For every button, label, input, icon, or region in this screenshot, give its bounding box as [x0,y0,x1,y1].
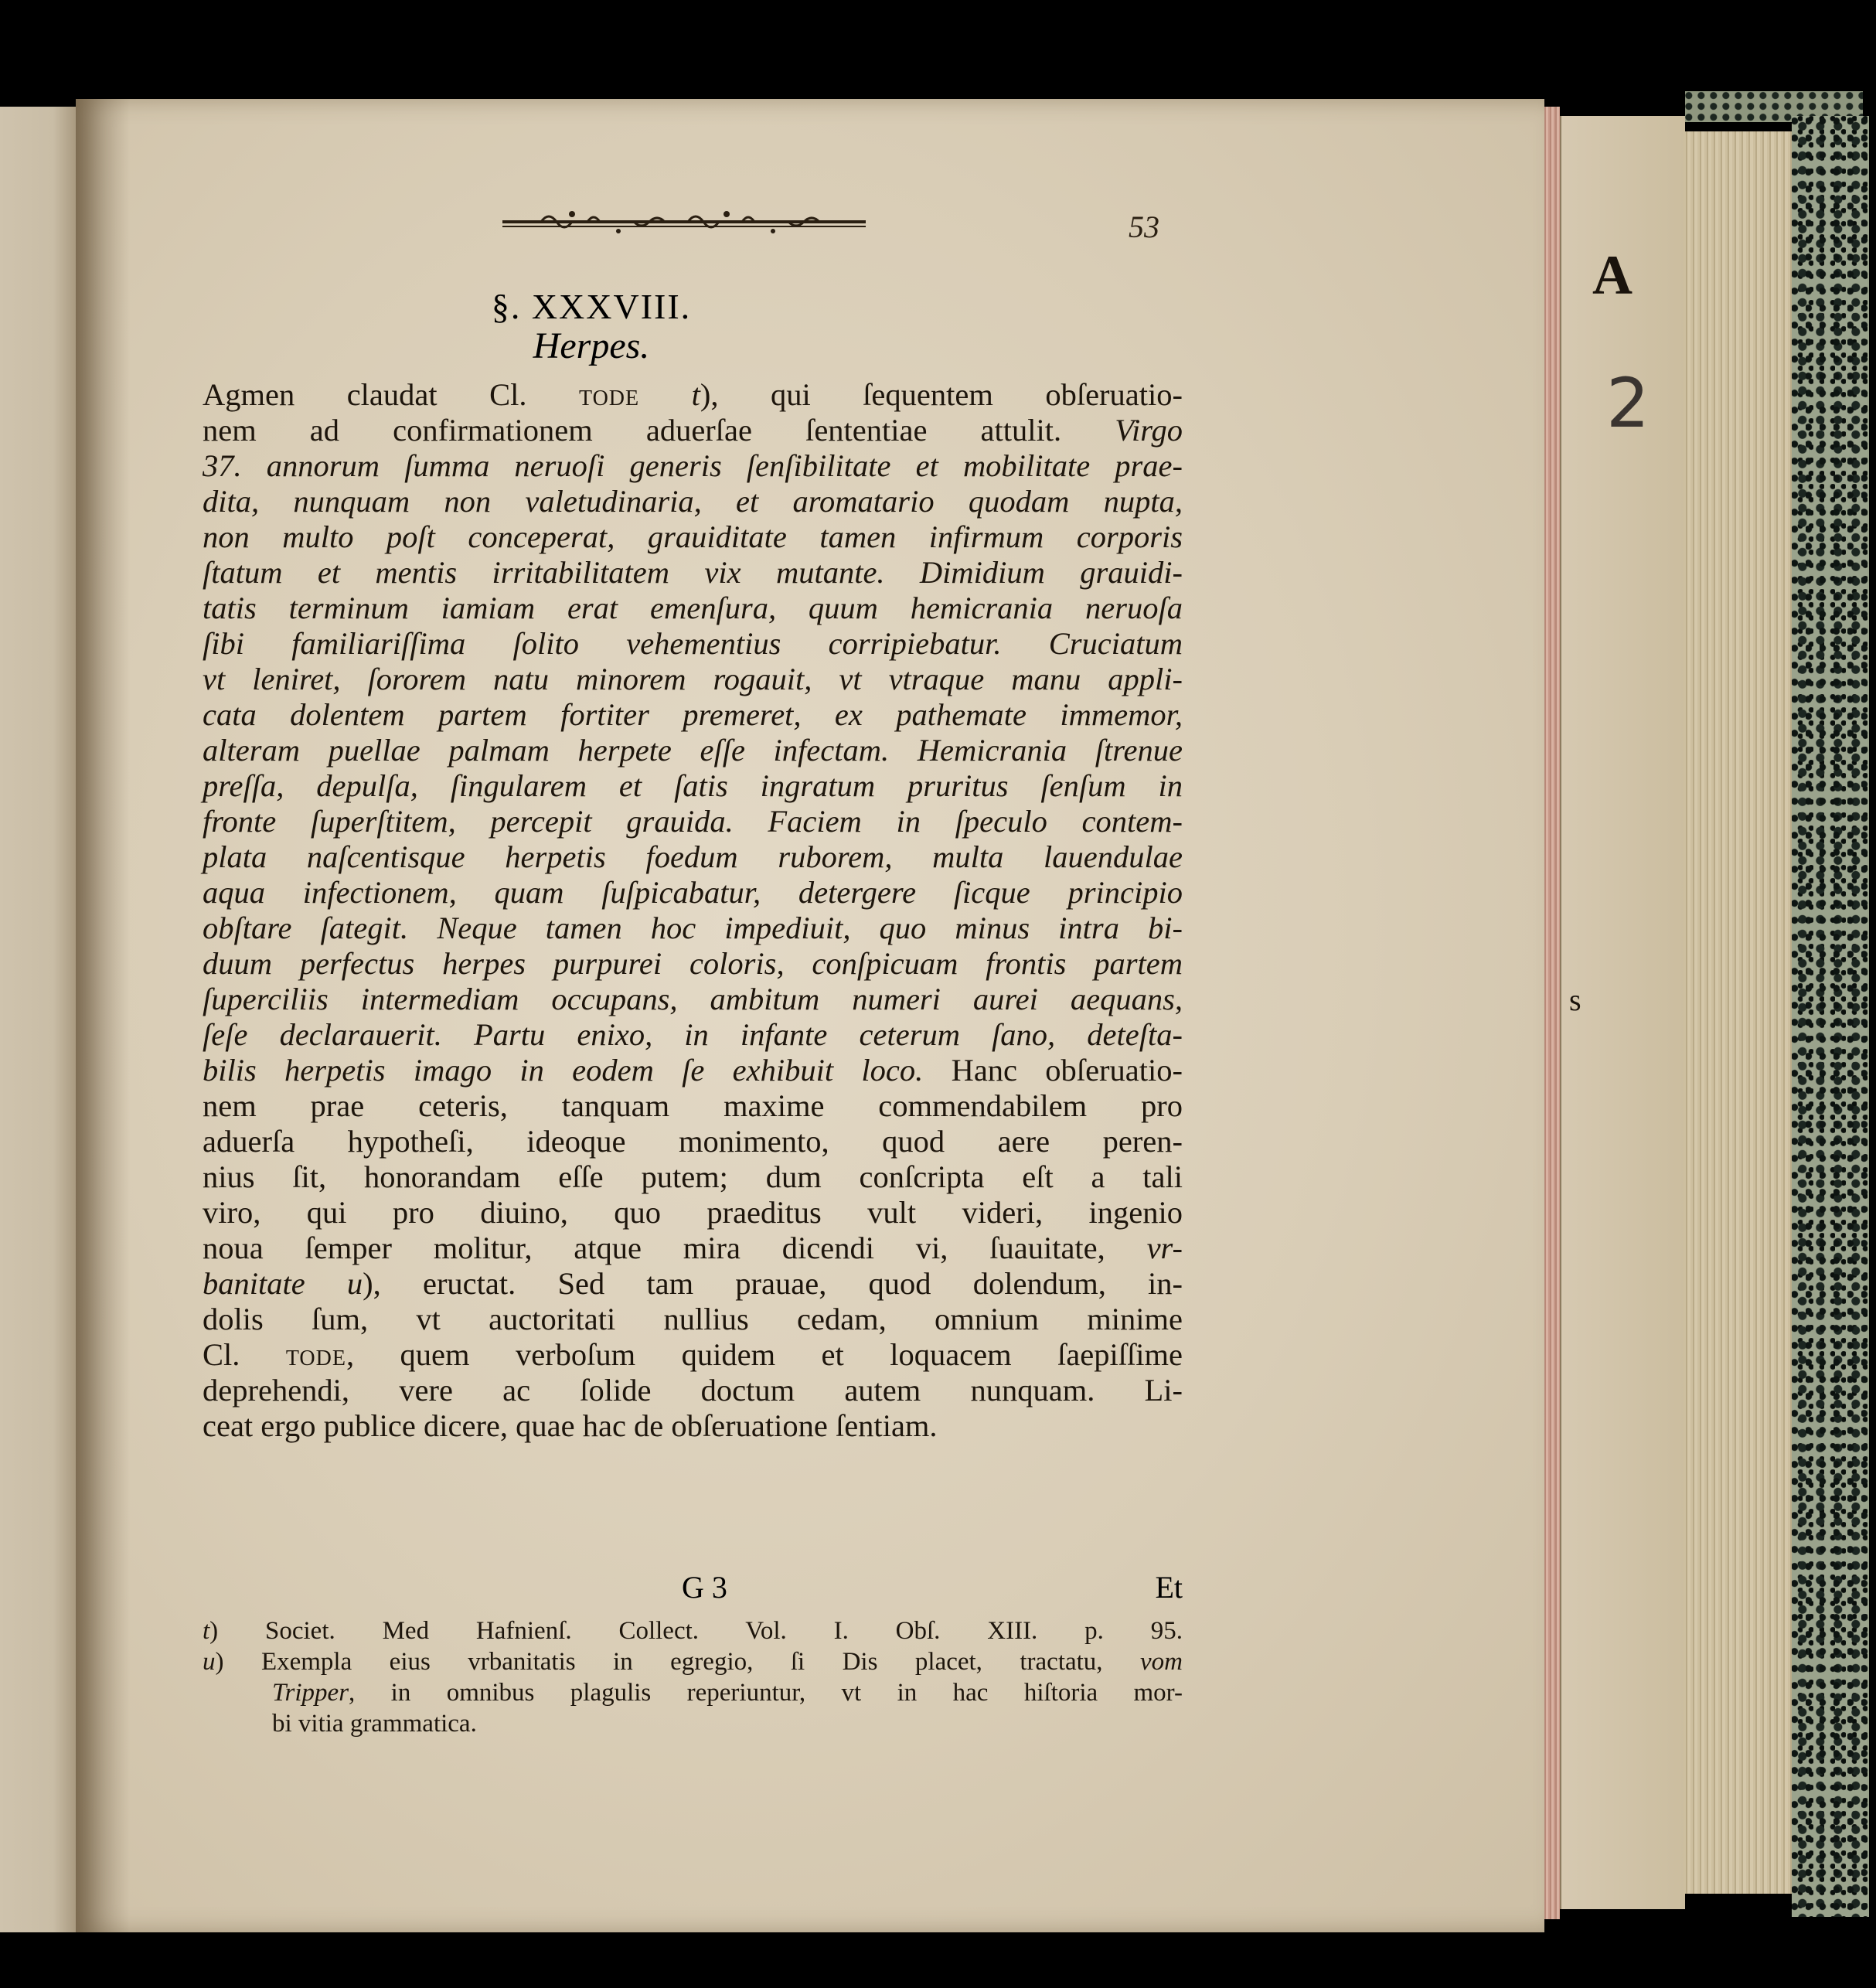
text-run: , in omnibus plagulis reperiuntur, vt in hac hiſtoria mor- [349,1679,1183,1707]
text-run: u [203,1648,216,1676]
text-run: nem prae ceteris, tanquam maxime commendabilem pro [203,1088,1183,1123]
text-line [203,484,1183,519]
text-line [203,733,1183,768]
text-line [203,626,1183,662]
text-run: aduerſa hypotheſi, ideoque monimento, quod aere peren- [203,1124,1183,1159]
text-run: Tripper [272,1679,349,1707]
text-line [203,1231,1183,1266]
text-run: vr- [1146,1231,1183,1265]
text-run: t [203,1617,210,1645]
text-run: plata naſcentisque herpetis foedum ruborem, multa lauendulae [203,839,1183,874]
text-run: ſeſe declarauerit. Partu enixo, in infante ceterum ſano, deteſta- [203,1017,1183,1052]
text-line [203,911,1183,946]
text-run: nius ſit, honorandam eſſe putem; dum conſcripta eſt a tali [203,1159,1183,1194]
text-run: ), eructat. Sed tam prauae, quod dolendum, in- [363,1266,1183,1301]
text-line [203,377,1183,413]
text-run: viro, qui pro diuino, quo praeditus vult videri, ingenio [203,1195,1183,1230]
text-run: tode [285,1337,346,1372]
footnote-line [203,1677,1183,1708]
text-run: , quem verboſum quidem et loquacem ſaepiſſime [346,1337,1183,1372]
text-line [203,946,1183,982]
pencil-numeral: 2 [1606,363,1650,443]
footnote-line [203,1615,1183,1646]
fragment-letter: s [1569,982,1581,1017]
text-line [203,591,1183,626]
text-run: ſtatum et mentis irritabilitatem vix mutante. Dimidium grauidi- [203,555,1183,590]
text-run: vt leniret, ſororem natu minorem rogauit, vt vtraque manu appli- [203,662,1183,696]
text-run: ) Exempla eius vrbanitatis in egregio, ſi Dis placet, tractatu, [215,1648,1141,1676]
page-number: 53 [1129,209,1159,244]
text-run: Agmen claudat Cl. [203,377,579,412]
text-line [203,413,1183,448]
text-line [203,875,1183,911]
footnotes [203,1615,1183,1739]
text-line [203,1124,1183,1159]
text-line [203,804,1183,839]
text-run: t [639,377,700,412]
text-line [203,1337,1183,1373]
signature-mark: G 3 [682,1570,727,1605]
text-run: bilis herpetis imago in eodem ſe exhibuit loco. [203,1053,924,1088]
marbled-cover [1792,116,1869,1917]
text-run: obſtare ſategit. Neque tamen hoc impediuit, quo minus intra bi- [203,911,1183,945]
text-line [203,839,1183,875]
text-run: nem ad confirmationem aduerſae ſententiae attulit. [203,413,1115,448]
text-line [203,697,1183,733]
text-run: preſſa, depulſa, ſingularem et ſatis ingratum pruritus ſenſum in [203,768,1183,803]
text-run: non multo poſt conceperat, grauiditate tamen infirmum corporis [203,519,1183,554]
text-run: ) Societ. Med Hafnienſ. Collect. Vol. I. Obſ. XIII. p. 95. [209,1617,1183,1645]
text-run: dolis ſum, vt auctoritati nullius cedam, omnium minime [203,1302,1183,1336]
text-line [203,519,1183,555]
text-run: ſibi familiariſſima ſolito vehementius corripiebatur. Cruciatum [203,626,1183,661]
text-run: fronte ſuperſtitem, percepit grauida. Faciem in ſpeculo contem- [203,804,1183,839]
text-line [203,1088,1183,1124]
text-line [203,555,1183,591]
following-page-strip [1560,116,1685,1909]
head-ornament [495,205,873,236]
text-run: vom [1140,1648,1183,1676]
text-line [203,1266,1183,1302]
body-text [203,377,1183,1444]
text-line [203,1017,1183,1053]
left-page-edge [0,107,76,1932]
section-number: §. XXXVIII. [491,287,692,326]
text-run: tatis terminum iamiam erat emenſura, quum hemicrania neruoſa [203,591,1183,625]
section-heading: Herpes. [533,325,650,366]
text-line [203,1408,1183,1444]
text-line [203,768,1183,804]
text-run: banitate u [203,1266,363,1301]
text-run: duum perfectus herpes purpurei coloris, conſpicuam frontis partem [203,946,1183,981]
text-run: bi vitia grammatica. [272,1710,477,1738]
text-run: cata dolentem partem fortiter premeret, ex pathemate immemor, [203,697,1183,732]
footnote-line [203,1708,1183,1739]
text-run: Virgo [1115,413,1183,448]
text-line [203,448,1183,484]
text-line [203,1195,1183,1231]
fragment-letter: A [1592,244,1633,306]
catchword: Et [1155,1570,1183,1605]
text-run: alteram puellae palmam herpete eſſe infectam. Hemicrania ſtrenue [203,733,1183,768]
text-run: noua ſemper molitur, atque mira dicendi vi, ſuauitate, [203,1231,1147,1265]
text-run: ), qui ſequentem obſeruatio- [700,377,1183,412]
text-run: dita, nunquam non valetudinaria, et aromatario quodam nupta, [203,484,1183,519]
text-line [203,662,1183,697]
text-run: aqua infectionem, quam ſuſpicabatur, detergere ſicque principio [203,875,1183,910]
page-gutter-shadow [76,99,130,1932]
text-run: Cl. [203,1337,286,1372]
text-run: ſuperciliis intermediam occupans, ambitum numeri aurei aequans, [203,982,1183,1016]
footnote-line [203,1646,1183,1677]
text-line [203,1302,1183,1337]
text-line [203,1053,1183,1088]
text-block-edges [1684,131,1792,1894]
text-run: Hanc obſeruatio- [923,1053,1183,1088]
text-run: 37. annorum ſumma neruoſi generis ſenſibilitate et mobilitate prae- [203,448,1183,483]
page-edges [1544,107,1560,1919]
text-line [203,1159,1183,1195]
text-run: ceat ergo publice dicere, quae hac de obſeruatione ſentiam. [203,1408,938,1443]
text-run: tode [578,377,640,412]
text-line [203,1373,1183,1408]
text-line [203,982,1183,1017]
text-run: deprehendi, vere ac ſolide doctum autem nunquam. Li- [203,1373,1183,1408]
